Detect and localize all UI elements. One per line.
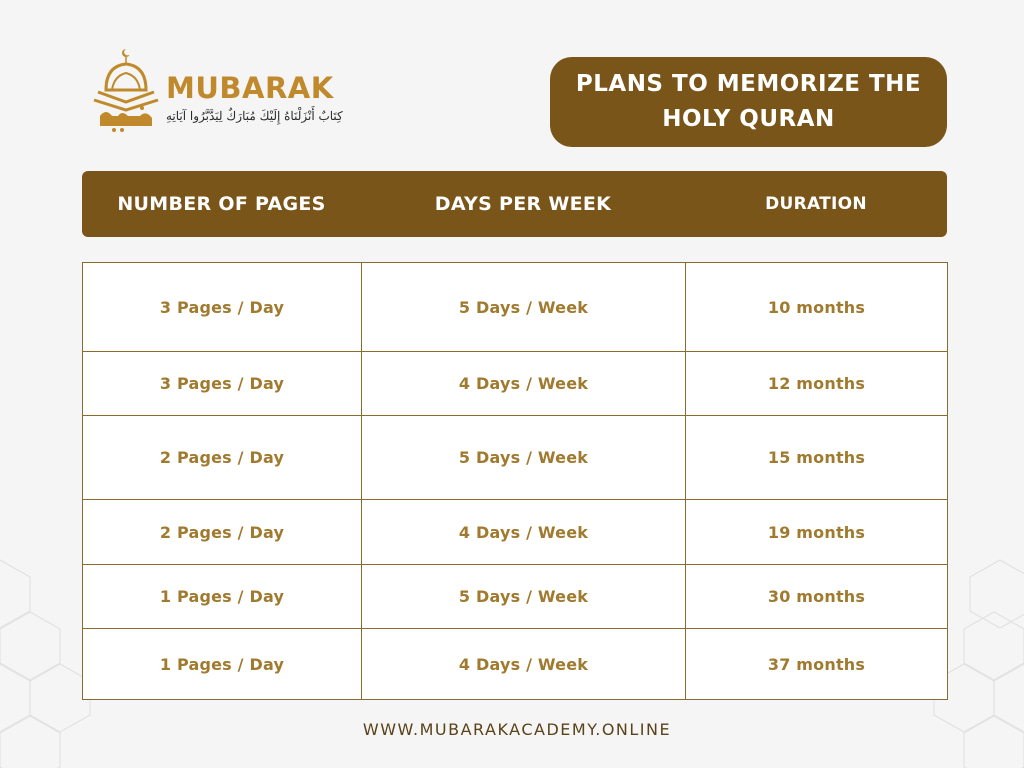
- cell-pages: 3 Pages / Day: [83, 352, 362, 416]
- cell-days: 5 Days / Week: [362, 565, 686, 629]
- page-title: PLANS TO MEMORIZE THE HOLY QURAN: [575, 71, 922, 132]
- cell-pages: 3 Pages / Day: [83, 263, 362, 352]
- brand-name: MUBARAK: [166, 71, 334, 105]
- title-banner: [550, 57, 947, 147]
- cell-pages: 1 Pages / Day: [83, 629, 362, 700]
- header-duration: DURATION: [765, 194, 867, 214]
- cell-duration: 37 months: [686, 629, 948, 700]
- cell-days: 5 Days / Week: [362, 263, 686, 352]
- table-header: [82, 171, 947, 237]
- cell-pages: 1 Pages / Day: [83, 565, 362, 629]
- table-row: [83, 352, 948, 416]
- brand-logo: [92, 46, 362, 146]
- cell-days: 4 Days / Week: [362, 500, 686, 565]
- cell-duration: 30 months: [686, 565, 948, 629]
- cell-duration: 12 months: [686, 352, 948, 416]
- cell-days: 5 Days / Week: [362, 416, 686, 500]
- table-row: [83, 263, 948, 352]
- cell-duration: 10 months: [686, 263, 948, 352]
- cell-duration: 19 months: [686, 500, 948, 565]
- table-row: [83, 629, 948, 700]
- header-days-per-week: DAYS PER WEEK: [434, 193, 612, 215]
- mosque-book-icon: [92, 46, 164, 136]
- cell-pages: 2 Pages / Day: [83, 416, 362, 500]
- plans-table: [82, 262, 948, 700]
- table-row: [83, 565, 948, 629]
- table-row: [83, 416, 948, 500]
- brand-verse: كِتَابٌ أَنْزَلْنَاهُ إِلَيْكَ مُبَارَكٌ لِيَدَّبَّرُوا آيَاتِهِ: [166, 109, 343, 123]
- table-row: [83, 500, 948, 565]
- cell-days: 4 Days / Week: [362, 352, 686, 416]
- cell-pages: 2 Pages / Day: [83, 500, 362, 565]
- cell-days: 4 Days / Week: [362, 629, 686, 700]
- cell-duration: 15 months: [686, 416, 948, 500]
- header-number-of-pages: NUMBER OF PAGES: [117, 193, 326, 215]
- website-url: WWW.MUBARAKACADEMY.ONLINE: [362, 720, 672, 739]
